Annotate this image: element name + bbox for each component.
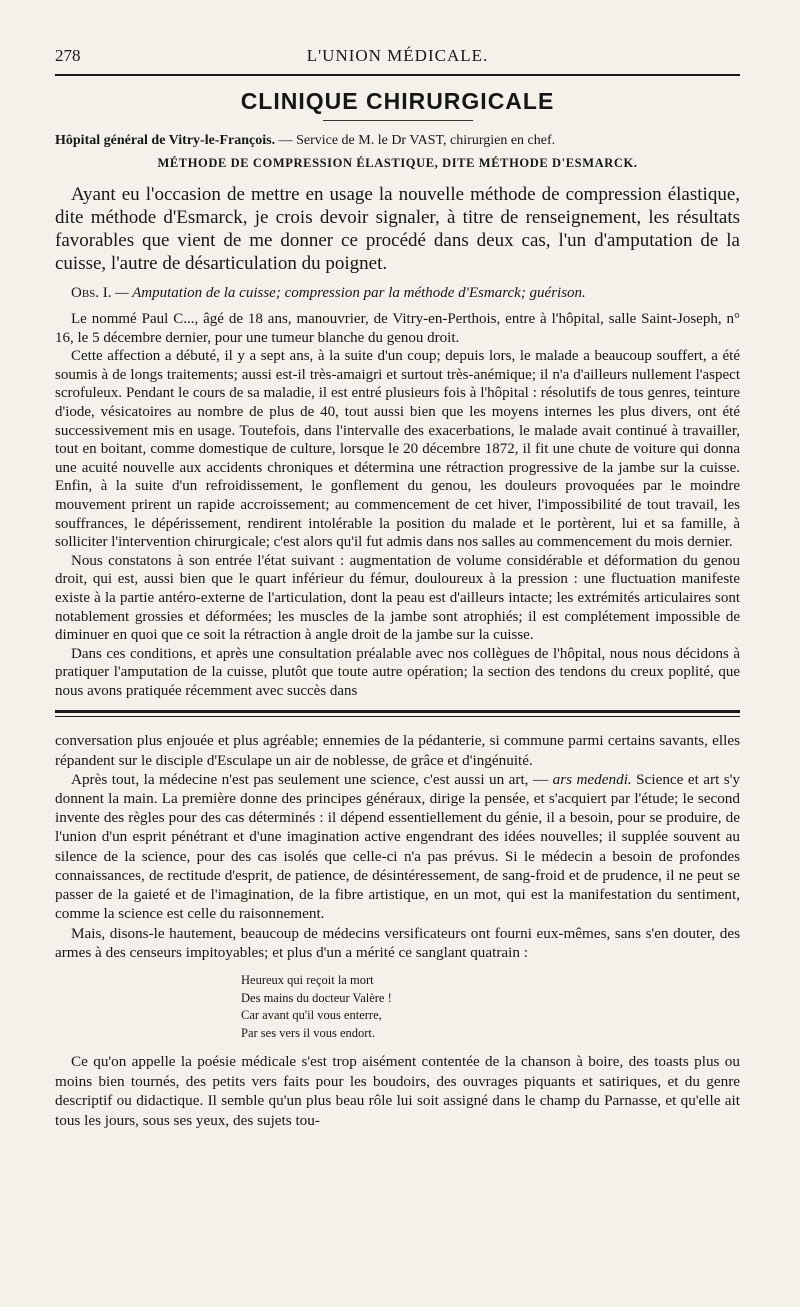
feuilleton-paragraph: Ce qu'on appelle la poésie médicale s'est trop aisément contentée de la chanson à boire, des toasts plus ou moins bien tournés, des petits vers faits pour les boudoirs, des ouvrages piquants et satiriques, et du genre descriptif ou didactique. Il semble qu'un plus beau rôle lui soit assigné dans le champ du Parnasse, et qu'elle ait tous les jours, sous ses yeux, des sujets tou- (55, 1053, 740, 1129)
title-rule (323, 120, 473, 121)
hospital-name: Hôpital général de Vitry-le-François. (55, 133, 276, 148)
method-heading: MÉTHODE DE COMPRESSION ÉLASTIQUE, DITE MÉTHODE D'ESMARCK. (157, 156, 638, 170)
poem-line: Heureux qui reçoit la mort (241, 972, 374, 987)
journal-title: L'UNION MÉDICALE. (306, 46, 489, 65)
poem-line: Car avant qu'il vous enterre, (241, 1008, 382, 1023)
feuilleton-body (55, 731, 740, 961)
section-title: CLINIQUE CHIRURGICALE (240, 88, 555, 114)
feuilleton-paragraph (55, 770, 740, 924)
latin-phrase: ars medendi. (552, 770, 632, 788)
running-head (55, 40, 740, 66)
feuilleton-paragraph: conversation plus enjouée et plus agréable; ennemies de la pédanterie, si commune parmi certains savants, elles répandent sur le disciple d'Esculape un air de noblesse, de grâce et d'ingénuité. (55, 732, 740, 769)
observation-heading (55, 285, 740, 302)
intro-paragraph: Ayant eu l'occasion de mettre en usage la nouvelle méthode de compression élastique, dite méthode d'Esmarck, je crois devoir signaler, à titre de renseignement, les résultats favorables que vient de me donner ce procédé dans deux cas, l'un d'amputation de la cuisse, l'autre de désarticulation du poignet. (55, 184, 740, 274)
feuilleton-paragraph: Mais, disons-le hautement, beaucoup de médecins versificateurs ont fourni eux-mêmes, sans s'en douter, des armes à des censeurs impitoyables; et plus d'un a mérité ce sanglant quatrain : (55, 924, 740, 961)
header-rule (55, 74, 740, 76)
article-paragraph: Le nommé Paul C..., âgé de 18 ans, manouvrier, de Vitry-en-Perthois, entre à l'hôpital, salle Saint-Joseph, n° 16, le 5 décembre dernier, pour une tumeur blanche du genou droit. (55, 311, 740, 346)
poem-line: Par ses vers il vous endort. (241, 1025, 376, 1040)
article-body (55, 310, 740, 700)
page-number: 278 (55, 46, 81, 65)
feuilleton-body-continued (55, 1052, 740, 1130)
observation-label: Obs. I. (71, 285, 112, 301)
feuilleton-divider (55, 710, 740, 717)
hospital-line (55, 132, 740, 150)
text-run: Science et art s'y donnent la main. La première donne des principes généraux, dirige la pensée, et s'acquiert par l'étude; le second invente des règles pour des cas déterminés : il dépend essentiellement du génie, il a besoin, pour se produire, de l'union d'un esprit pénétrant et d'une imagination active engendrant des idées nouvelles; il supplée souvent au silence de la science, pour des cas isolés que celle-ci n'a pas prévus. Si le médecin a besoin de profondes connaissances, de rectitude d'esprit, de patience, de désintéressement, de sang-froid et de prudence, il ne peut se passer de la gaieté et de l'imagination, de la fibre artistique, en un mot, qui est la manifestation du sentiment, comme la science est celle du raisonnement. (55, 770, 740, 923)
journal-page (55, 40, 740, 1130)
article-paragraph: Nous constatons à son entrée l'état suivant : augmentation de volume considérable et déformation du genou droit, qui est, aussi bien que le quart inférieur du fémur, douloureux à la pression : une fluctuation manifeste existe à la partie antéro-externe de l'articulation, dont la peau est d'ailleurs intacte; les extrémités articulaires sont notablement grossies et déformées; les muscles de la jambe sont atrophiés; il est complétement impossible de diminuer en quoi que ce soit la rétraction à angle droit de la jambe sur la cuisse. (55, 552, 740, 644)
text-run: Après tout, la médecine n'est pas seulement une science, c'est aussi un art, — (71, 770, 553, 788)
service-text: — Service de M. le Dr VAST, chirurgien en chef. (275, 133, 556, 148)
poem-line: Des mains du docteur Valère ! (241, 990, 392, 1005)
article-paragraph: Cette affection a débuté, il y a sept ans, à la suite d'un coup; depuis lors, le malade a beaucoup souffert, a été soumis à de longs traitements; aussi est-il très-amaigri et surtout très-anémique; il n'a d'ailleurs nullement l'aspect scrofuleux. Pendant le cours de sa maladie, il est entré plusieurs fois à l'hôpital : résolutifs de tous genres, teinture d'iode, vésicatoires au nombre de plus de 40, tout aussi bien que les moyens internes les plus divers, ont été successivement mis en usage. Toutefois, dans l'intervalle des exacerbations, le malade avait continué à travailler, tout en boitant, comme domestique de culture, lorsque le 20 décembre 1872, il fit une chute de voiture qui donna une acuité nouvelle aux accidents chroniques et détermina une rétraction progressive de la jambe sur la cuisse. Enfin, à la suite d'un refroidissement, le gonflement du genou, les douleurs provoquées par le moindre mouvement prirent un rapide accroissement; au commencement de cet hiver, l'impossibilité de tout travail, les souffrances, le dépérissement, rendirent intolérable la position du malade et le portèrent, lui et sa famille, à solliciter l'intervention chirurgicale; c'est alors qu'il fut admis dans nos salles au commencement du mois dernier. (55, 348, 740, 551)
observation-title: — Amputation de la cuisse; compression par la méthode d'Esmarck; guérison. (111, 285, 586, 301)
article-paragraph: Dans ces conditions, et après une consultation préalable avec nos collègues de l'hôpital, nous nous décidons à pratiquer l'amputation de la cuisse, plutôt que toute autre opération; la section des tendons du creux poplité, que nous avons pratiquée récemment avec succès dans (55, 645, 740, 699)
quatrain (241, 972, 740, 1042)
